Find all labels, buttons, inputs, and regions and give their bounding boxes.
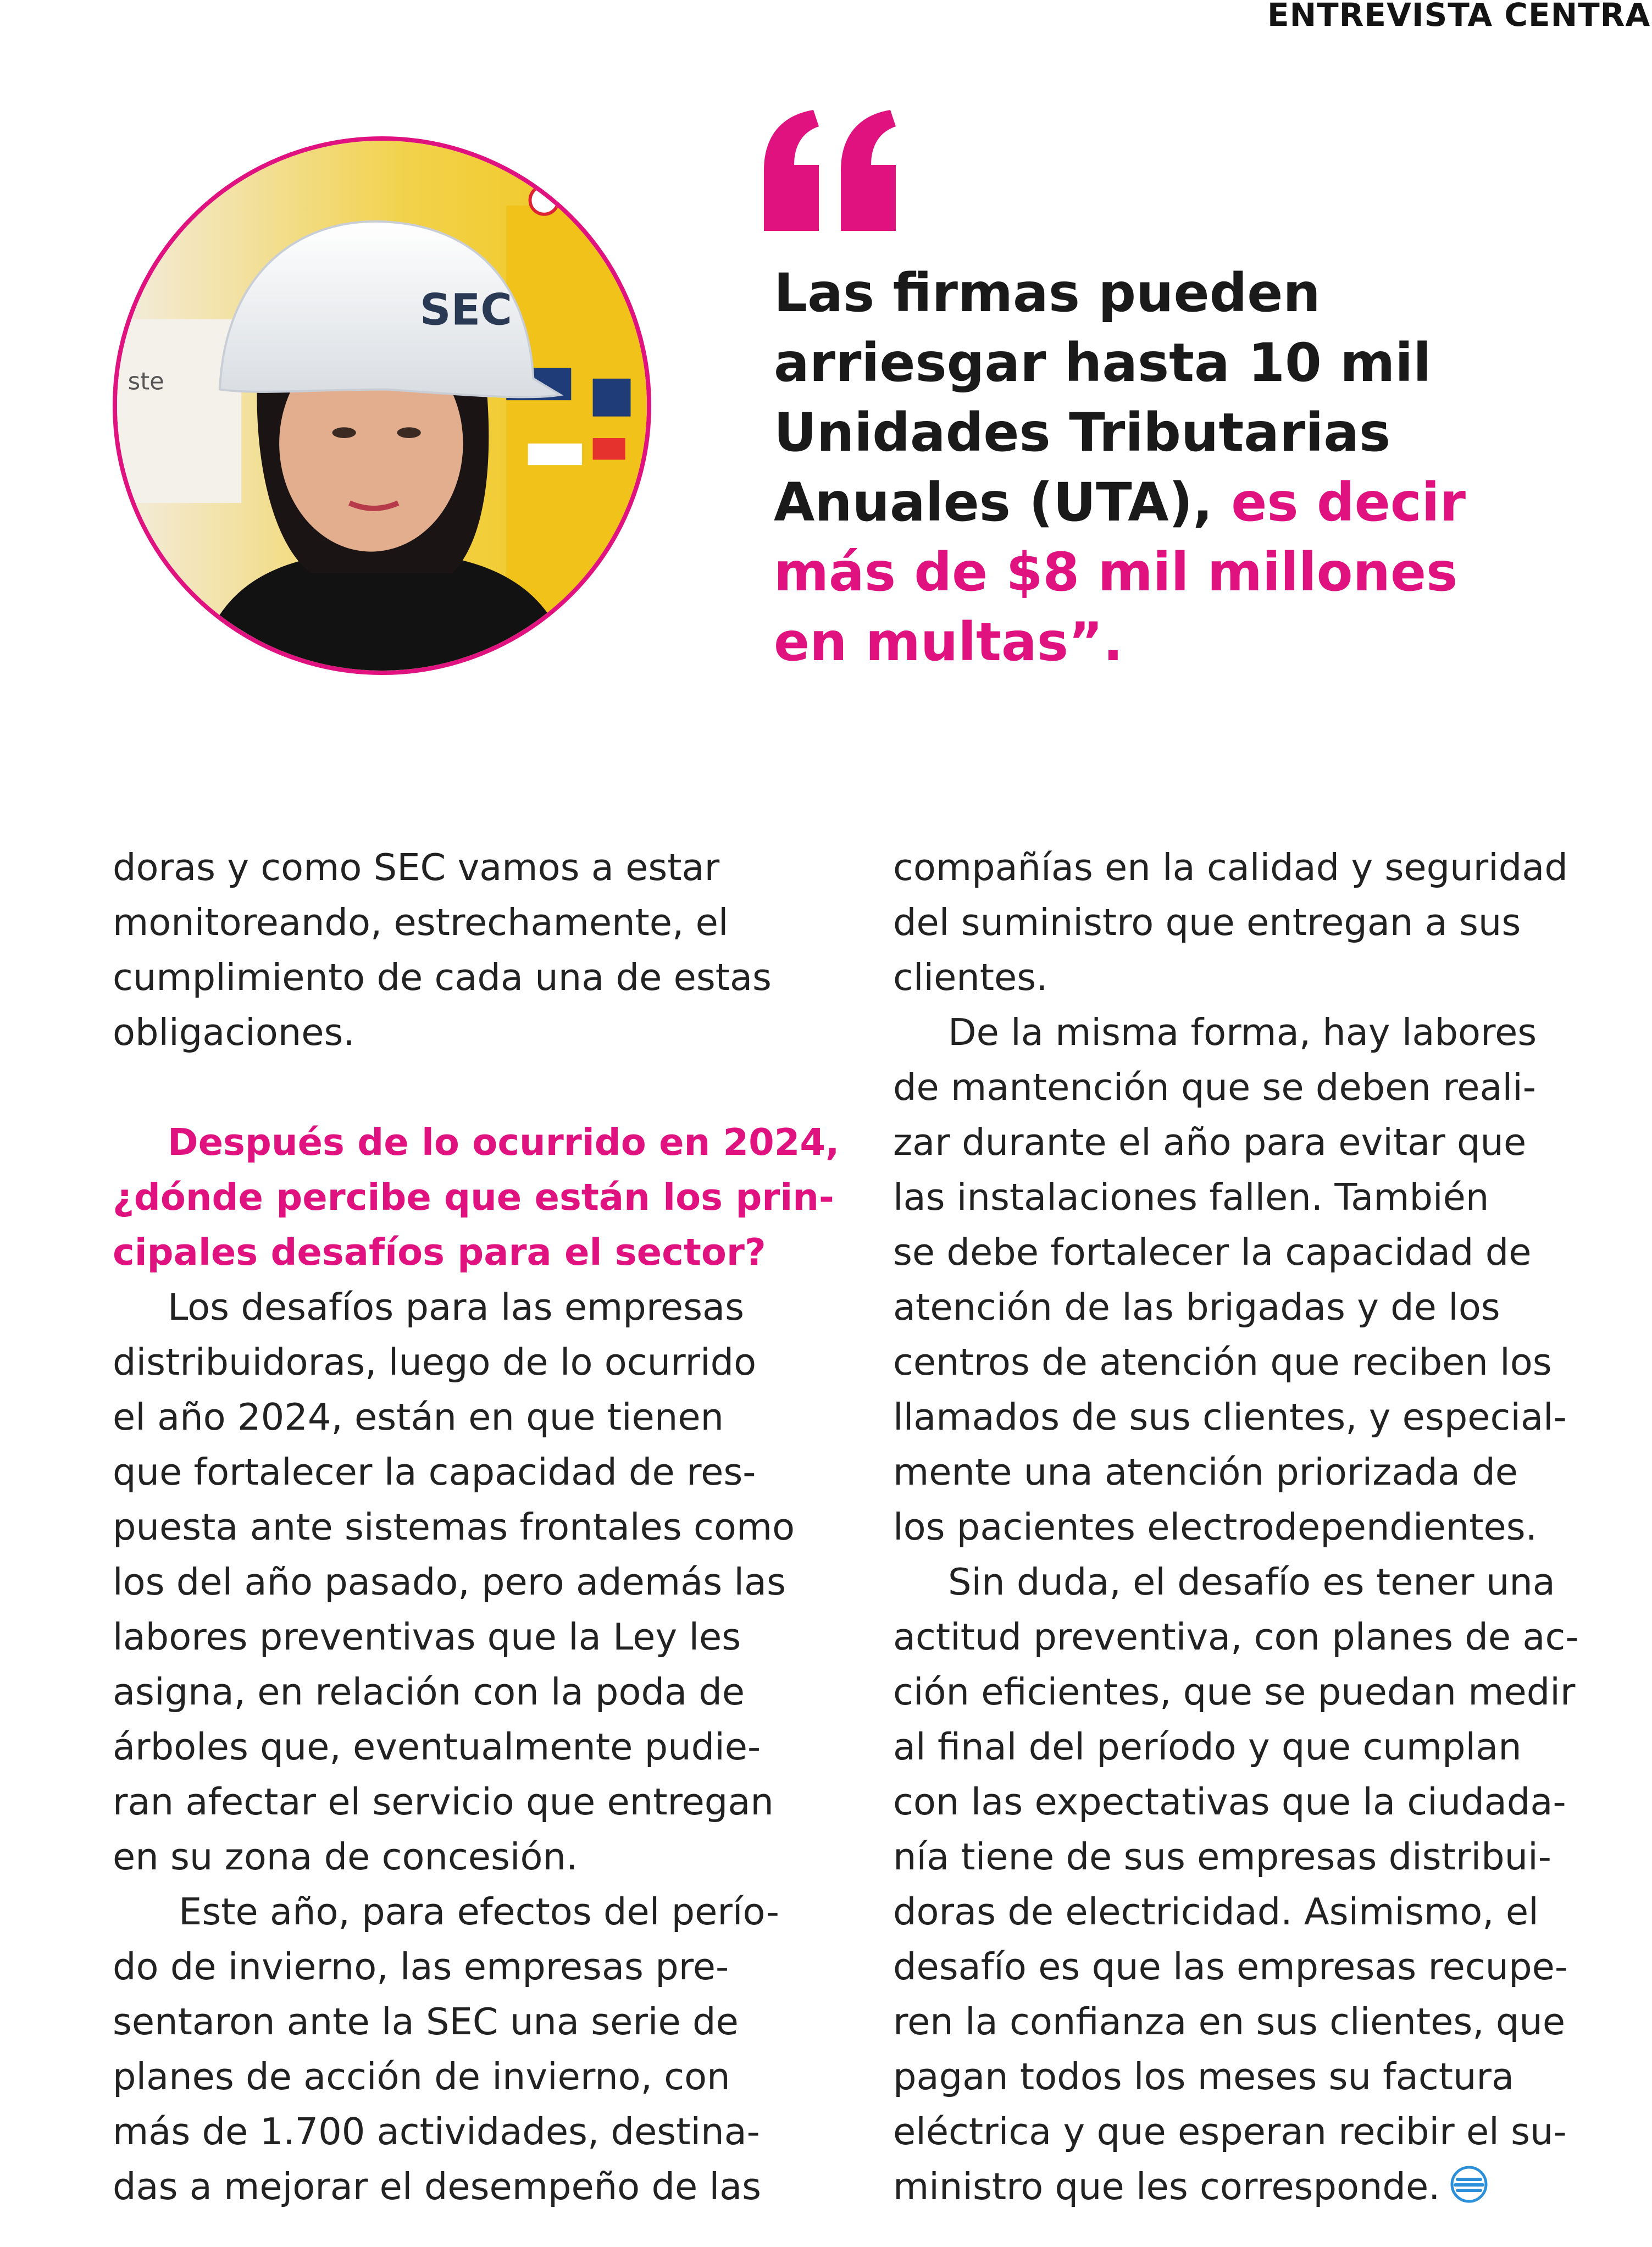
- left-paragraph-3: [113, 1884, 838, 2214]
- text-line: Este año, para efectos del perío-: [179, 1890, 779, 1933]
- text-line: con las expectativas que la ciudada-: [893, 1780, 1566, 1823]
- text-line: do de invierno, las empresas pre-: [113, 1945, 729, 1988]
- interview-question: [113, 1115, 838, 1280]
- left-paragraph-1: [113, 840, 838, 1060]
- text-line: actitud preventiva, con planes de ac-: [893, 1615, 1579, 1658]
- text-line: más de 1.700 actividades, destina-: [113, 2110, 760, 2153]
- question-line: Después de lo ocurrido en 2024,: [168, 1121, 840, 1164]
- text-line: sentaron ante la SEC una serie de: [113, 2000, 739, 2043]
- question-line: cipales desafíos para el sector?: [113, 1231, 766, 1274]
- text-line: de mantención que se deben reali-: [893, 1066, 1536, 1109]
- left-paragraph-2: [113, 1280, 838, 1884]
- open-quote-icon: [758, 104, 901, 236]
- text-line: en su zona de concesión.: [113, 1835, 578, 1878]
- text-line: ren la confianza en sus clientes, que: [893, 2000, 1566, 2043]
- text-line: los pacientes electrodependientes.: [893, 1506, 1537, 1548]
- text-line: monitoreando, estrechamente, el: [113, 901, 729, 944]
- text-line: clientes.: [893, 956, 1048, 999]
- text-line: De la misma forma, hay labores: [948, 1011, 1537, 1054]
- text-line: atención de las brigadas y de los: [893, 1286, 1500, 1329]
- text-line: doras y como SEC vamos a estar: [113, 846, 720, 889]
- right-paragraph-2: [893, 1005, 1624, 1554]
- last-text-line: [893, 2159, 1624, 2214]
- pull-quote-highlight: es decir más de $8 mil millones en multas”.: [774, 472, 1466, 673]
- right-column: [893, 840, 1624, 2214]
- pull-quote-dark: Las firmas pueden arriesgar hasta 10 mil Unidades Tributarias Anuales (UTA),: [774, 262, 1432, 533]
- text-line: ción eficientes, que se puedan medir: [893, 1670, 1576, 1713]
- text-line: doras de electricidad. Asimismo, el: [893, 1890, 1539, 1933]
- text-line: Los desafíos para las empresas: [168, 1286, 745, 1329]
- interviewee-photo: [113, 136, 651, 675]
- text-line: eléctrica y que esperan recibir el su-: [893, 2110, 1567, 2153]
- text-line: el año 2024, están en que tienen: [113, 1396, 724, 1438]
- text-line: cumplimiento de cada una de estas: [113, 956, 772, 999]
- text-line: asigna, en relación con la poda de: [113, 1670, 745, 1713]
- text-line: los del año pasado, pero además las: [113, 1560, 786, 1603]
- text-line: nía tiene de sus empresas distribui-: [893, 1835, 1551, 1878]
- sign-text: ste: [127, 368, 164, 396]
- text-line: llamados de sus clientes, y especial-: [893, 1396, 1567, 1438]
- text-line: ministro que les corresponde.: [893, 2165, 1440, 2208]
- text-line: das a mejorar el desempeño de las: [113, 2165, 762, 2208]
- text-line: zar durante el año para evitar que: [893, 1121, 1527, 1164]
- text-line: al final del período y que cumplan: [893, 1725, 1522, 1768]
- text-line: distribuidoras, luego de lo ocurrido: [113, 1341, 757, 1383]
- end-of-article-icon: [1450, 2163, 1488, 2202]
- text-line: puesta ante sistemas frontales como: [113, 1506, 795, 1548]
- text-line: árboles que, eventualmente pudie-: [113, 1725, 761, 1768]
- text-line: centros de atención que reciben los: [893, 1341, 1552, 1383]
- text-line: planes de acción de invierno, con: [113, 2055, 730, 2098]
- text-line: que fortalecer la capacidad de res-: [113, 1451, 756, 1493]
- text-line: mente una atención priorizada de: [893, 1451, 1518, 1493]
- text-line: compañías en la calidad y seguridad: [893, 846, 1568, 889]
- section-label: ENTREVISTA CENTRA: [1267, 0, 1651, 34]
- text-line: se debe fortalecer la capacidad de: [893, 1231, 1532, 1274]
- text-line: del suministro que entregan a sus: [893, 901, 1521, 944]
- right-paragraph-1: [893, 840, 1624, 1005]
- text-line: desafío es que las empresas recupe-: [893, 1945, 1568, 1988]
- helmet-logo: SEC: [419, 284, 513, 335]
- question-line: ¿dónde percibe que están los prin-: [113, 1176, 834, 1219]
- text-line: labores preventivas que la Ley les: [113, 1615, 741, 1658]
- text-line: Sin duda, el desafío es tener una: [948, 1560, 1555, 1603]
- left-column: [113, 840, 838, 2214]
- text-line: obligaciones.: [113, 1011, 355, 1054]
- pull-quote: [774, 258, 1505, 677]
- right-paragraph-3: [893, 1554, 1624, 2214]
- text-line: las instalaciones fallen. También: [893, 1176, 1489, 1219]
- text-line: pagan todos los meses su factura: [893, 2055, 1515, 2098]
- text-line: ran afectar el servicio que entregan: [113, 1780, 774, 1823]
